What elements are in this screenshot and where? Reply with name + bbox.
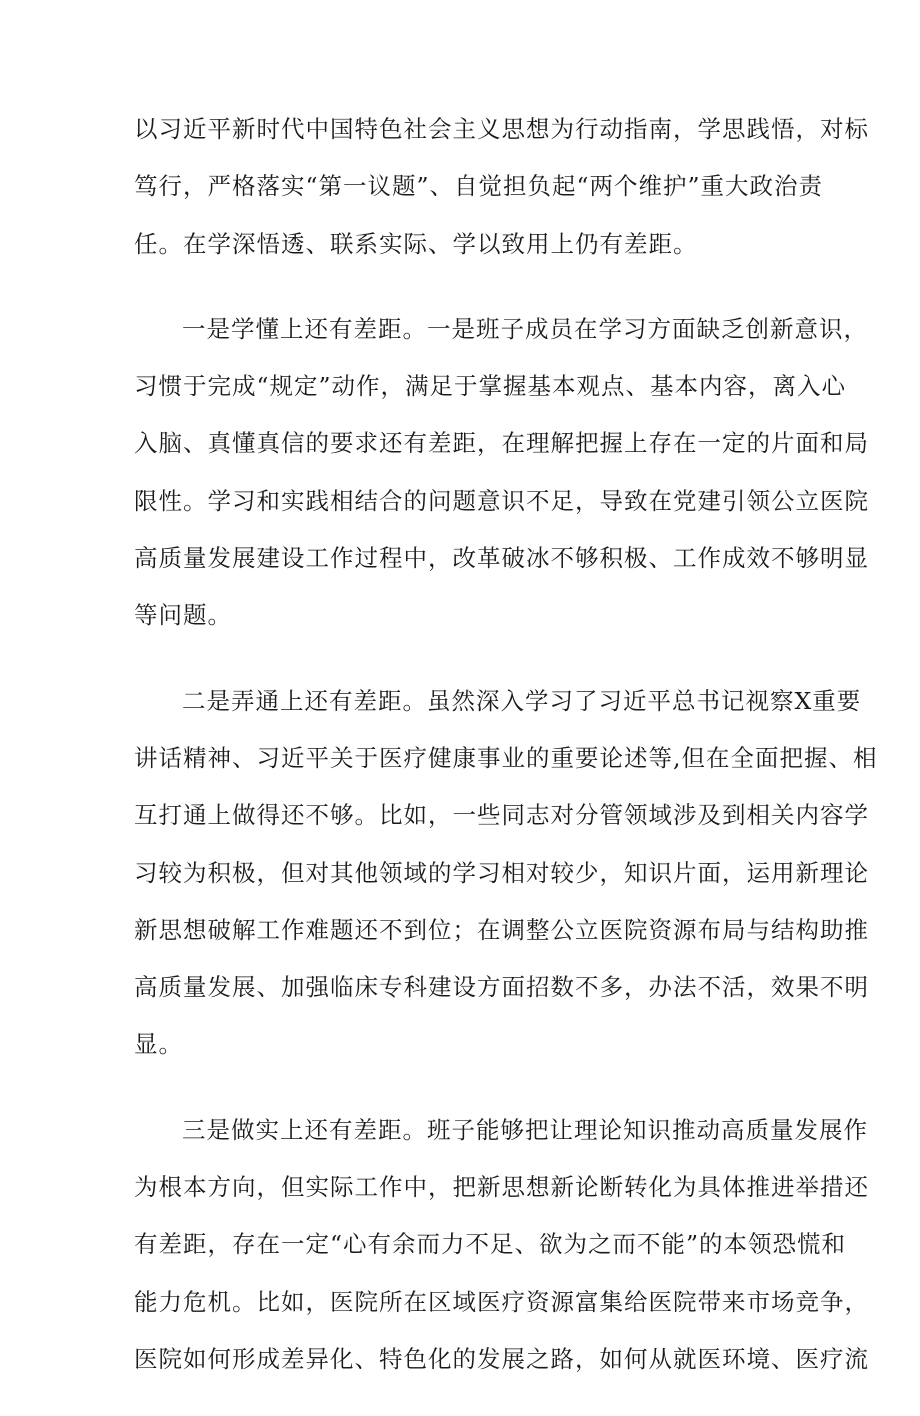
text-line: 任。在学深悟透、联系实际、学以致用上仍有差距。: [134, 229, 698, 258]
text-line: 能力危机。比如，医院所在区域医疗资源富集给医院带来市场竞争，: [134, 1287, 869, 1316]
text-line: 习惯于完成“规定”动作，满足于掌握基本观点、基本内容，离入心: [134, 372, 847, 401]
text-line: 限性。学习和实践相结合的问题意识不足，导致在党建引领公立医院: [134, 486, 869, 515]
text-line: 二是弄通上还有差距。虽然深入学习了习近平总书记视察X重要: [182, 686, 862, 715]
text-line: 医院如何形成差异化、特色化的发展之路，如何从就医环境、医疗流: [134, 1344, 869, 1373]
text-line: 高质量发展、加强临床专科建设方面招数不多，办法不活，效果不明: [134, 973, 869, 1002]
text-line: 显。: [134, 1030, 183, 1059]
text-line: 以习近平新时代中国特色社会主义思想为行动指南，学思践悟，对标: [134, 115, 869, 143]
text-line: 入脑、真懂真信的要求还有差距，在理解把握上存在一定的片面和局: [134, 429, 869, 458]
text-line: 为根本方向，但实际工作中，把新思想新论断转化为具体推进举措还: [134, 1173, 869, 1202]
text-line: 互打通上做得还不够。比如，一些同志对分管领域涉及到相关内容学: [134, 801, 869, 830]
paragraph-point-3: [134, 1102, 869, 1388]
text-line: 习较为积极，但对其他领域的学习相对较少，知识片面，运用新理论: [134, 858, 869, 887]
text-line: 新思想破解工作难题还不到位；在调整公立医院资源布局与结构助推: [134, 915, 869, 944]
document-body: [134, 101, 878, 1416]
paragraph-point-1: [134, 301, 869, 645]
text-line: 等问题。: [134, 601, 232, 630]
text-line: 三是做实上还有差距。班子能够把让理论知识推动高质量发展作: [182, 1115, 868, 1144]
paragraph-intro: [134, 101, 869, 273]
text-line: 有差距，存在一定“心有余而力不足、欲为之而不能”的本领恐慌和: [134, 1230, 847, 1259]
text-line: 讲话精神、习近平关于医疗健康事业的重要论述等,但在全面把握、相: [134, 743, 878, 772]
text-line: 高质量发展建设工作过程中，改革破冰不够积极、工作成效不够明显: [134, 544, 869, 573]
paragraph-point-2: [134, 673, 878, 1074]
text-line: 一是学懂上还有差距。一是班子成员在学习方面缺乏创新意识，: [182, 314, 868, 343]
text-line: 笃行，严格落实“第一议题”、自觉担负起“两个维护”重大政治责: [134, 172, 824, 201]
